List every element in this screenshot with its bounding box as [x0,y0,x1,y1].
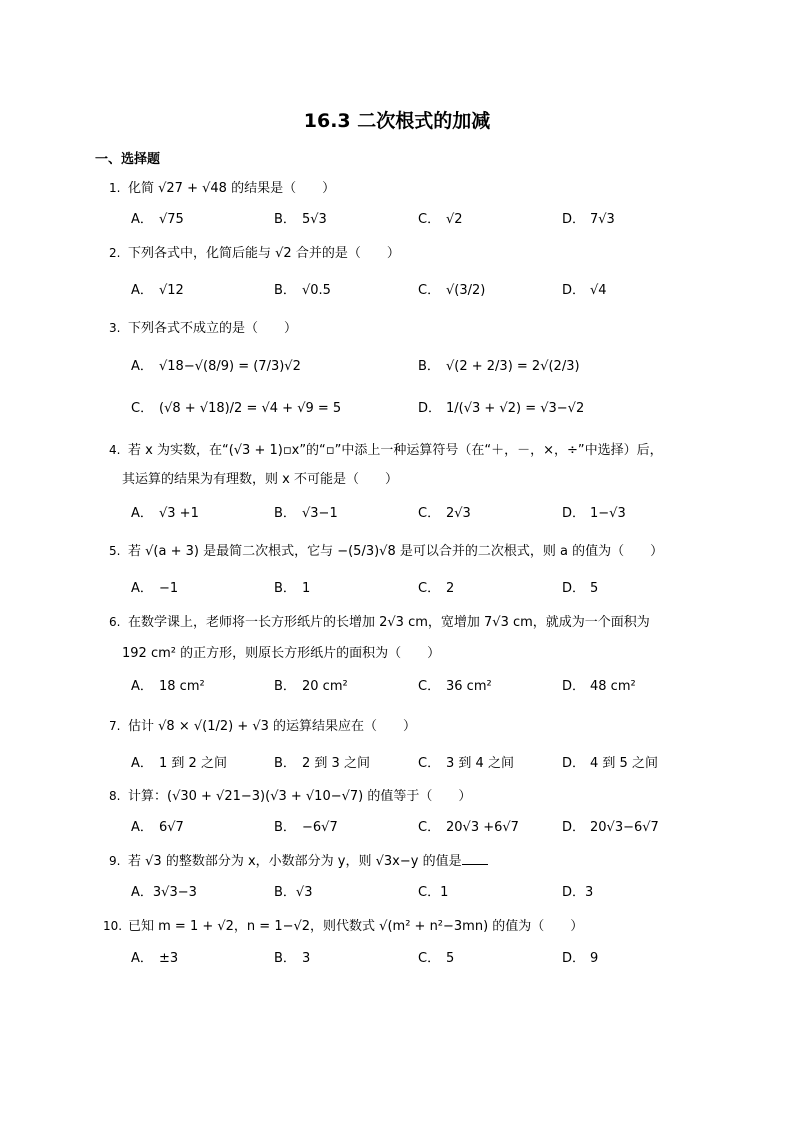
option-d[interactable] [562,882,593,904]
option-text: √3−1 [302,506,338,521]
option-d[interactable] [562,817,659,839]
option-letter: A． [131,951,153,966]
question-text: 若 √(a + 3) 是最简二次根式，它与 −(5/3)√8 是可以合并的二次根式，则 a 的值为（ ） [128,544,664,559]
option-letter: B． [274,506,296,521]
option-text: 3√3−3 [152,885,197,900]
option-letter: B． [274,885,296,900]
option-letter: D． [562,951,586,966]
option-text: 18 cm² [159,679,205,694]
option-text: 5 [446,951,455,966]
option-b[interactable] [418,356,580,378]
option-letter: A． [131,283,153,298]
option-text: 9 [590,951,599,966]
option-d[interactable] [418,398,584,420]
options-8 [131,817,711,839]
question-text: 若 x 为实数，在“(√3 + 1)▫x”的“▫”中添上一种运算符号（在“＋，－，×，÷”中选择）后， [128,443,663,458]
option-text: 36 cm² [446,679,492,694]
question-text: 估计 √8 × √(1/2) + √3 的运算结果应在（ ） [128,719,417,734]
option-letter: B． [274,951,296,966]
question-9 [109,851,709,872]
option-letter: A． [131,212,153,227]
option-letter: C． [418,756,441,771]
option-text: 20√3−6√7 [590,820,659,835]
question-number: 2. [109,246,121,260]
question-text: 若 √3 的整数部分为 x，小数部分为 y，则 √3x−y 的值是 [128,854,462,869]
question-3 [109,318,709,339]
option-b[interactable] [274,280,331,302]
option-text: 7√3 [590,212,615,227]
question-number: 4. [109,443,121,457]
option-a[interactable] [131,882,197,904]
options-3-row-1 [131,356,711,378]
option-a[interactable] [131,280,184,302]
option-c[interactable] [418,882,448,904]
question-number: 7. [109,719,121,733]
question-6 [109,612,709,633]
page-title: 16.3 二次根式的加减 [303,110,491,132]
option-a[interactable] [131,817,184,839]
option-text: 20 cm² [302,679,348,694]
option-letter: C． [418,885,441,900]
option-b[interactable] [274,209,327,231]
option-letter: C． [131,401,154,416]
option-letter: C． [418,951,441,966]
option-letter: B． [274,283,296,298]
option-letter: C． [418,679,441,694]
option-a[interactable] [131,578,178,600]
option-c[interactable] [131,398,341,420]
option-d[interactable] [562,578,598,600]
option-text: √12 [159,283,184,298]
option-text: 3 [585,885,594,900]
option-letter: A． [131,885,153,900]
option-text: 2√3 [446,506,471,521]
option-b[interactable] [274,578,310,600]
options-2 [131,280,711,302]
option-letter: A． [131,679,153,694]
options-4 [131,503,711,525]
question-10 [103,916,703,937]
question-text: 已知 m = 1 + √2，n = 1−√2，则代数式 √(m² + n²−3mn) 的值为（ ） [128,919,584,934]
option-b[interactable] [274,503,338,525]
option-c[interactable] [418,280,485,302]
options-7 [131,753,711,775]
option-text: 20√3 +6√7 [446,820,519,835]
question-4 [109,440,709,461]
question-text: 下列各式中，化简后能与 √2 合并的是（ ） [128,246,400,261]
question-number: 8. [109,789,121,803]
option-c[interactable] [418,948,454,970]
option-text: 1 到 2 之间 [159,756,227,771]
option-letter: C． [418,506,441,521]
option-text: 1−√3 [590,506,626,521]
option-letter: A． [131,820,153,835]
option-c[interactable] [418,578,454,600]
option-d[interactable] [562,209,615,231]
section-heading: 一、选择题 [95,152,161,167]
option-text: √18−√(8/9) = (7/3)√2 [159,359,301,374]
option-letter: B． [418,359,440,374]
option-text: √75 [159,212,184,227]
option-letter: A． [131,581,153,596]
option-a[interactable] [131,356,301,378]
option-text: √4 [590,283,607,298]
option-text: 1 [302,581,311,596]
question-number: 5. [109,544,121,558]
question-text: 下列各式不成立的是（ ） [128,321,298,336]
option-letter: B． [274,212,296,227]
question-8 [109,786,709,807]
option-text: √3 +1 [159,506,199,521]
option-letter: D． [562,212,586,227]
option-text: 3 [302,951,311,966]
option-letter: A． [131,756,153,771]
option-d[interactable] [562,280,607,302]
question-number: 9. [109,854,121,868]
option-letter: C． [418,820,441,835]
question-text: 在数学课上，老师将一长方形纸片的长增加 2√3 cm，宽增加 7√3 cm，就成为一个面积为 [128,615,650,630]
option-text: (√8 + √18)/2 = √4 + √9 = 5 [159,401,342,416]
option-text: 1 [440,885,449,900]
option-text: 48 cm² [590,679,636,694]
option-text: √(3/2) [446,283,486,298]
option-b[interactable] [274,753,370,775]
option-text: √2 [446,212,463,227]
option-d[interactable] [562,503,626,525]
option-text: 2 到 3 之间 [302,756,370,771]
option-text: 5 [590,581,599,596]
option-text: 6√7 [159,820,184,835]
option-letter: D． [562,581,586,596]
option-letter: B． [274,679,296,694]
option-a[interactable] [131,209,184,231]
option-a[interactable] [131,503,199,525]
option-letter: D． [418,401,442,416]
option-letter: A． [131,359,153,374]
option-letter: D． [562,679,586,694]
question-2 [109,243,709,264]
question-6-continued: 192 cm² 的正方形，则原长方形纸片的面积为（ ） [122,646,441,661]
question-7 [109,716,709,737]
question-number: 10. [103,919,123,933]
option-letter: D． [562,283,586,298]
option-c[interactable] [418,817,519,839]
question-1 [109,178,709,199]
question-4-continued: 其运算的结果为有理数，则 x 不可能是（ ） [122,472,398,487]
option-letter: C． [418,283,441,298]
option-letter: D． [562,756,586,771]
option-letter: A． [131,506,153,521]
option-c[interactable] [418,209,463,231]
option-letter: B． [274,581,296,596]
question-number: 3. [109,321,121,335]
option-letter: B． [274,756,296,771]
options-6 [131,676,711,698]
option-b[interactable] [274,948,310,970]
options-5 [131,578,711,600]
option-d[interactable] [562,753,658,775]
option-a[interactable] [131,753,227,775]
option-text: 3 到 4 之间 [446,756,514,771]
option-b[interactable] [274,676,348,698]
option-a[interactable] [131,948,178,970]
question-number: 6. [109,615,121,629]
option-c[interactable] [418,753,514,775]
question-number: 1. [109,181,121,195]
option-text: √0.5 [302,283,331,298]
options-10 [131,948,711,970]
option-letter: D． [562,506,586,521]
option-letter: D． [562,820,586,835]
question-text: 化简 √27 + √48 的结果是（ ） [128,181,336,196]
option-d[interactable] [562,948,598,970]
option-text: 5√3 [302,212,327,227]
option-text: √3 [295,885,313,900]
option-text: √(2 + 2/3) = 2√(2/3) [446,359,580,374]
answer-blank [462,852,488,865]
option-a[interactable] [131,676,205,698]
option-b[interactable] [274,817,338,839]
option-d[interactable] [562,676,636,698]
option-c[interactable] [418,503,471,525]
option-letter: B． [274,820,296,835]
option-text: −6√7 [302,820,338,835]
option-letter: C． [418,212,441,227]
option-b[interactable] [274,882,312,904]
option-text: 2 [446,581,455,596]
option-text: −1 [159,581,179,596]
options-1 [131,209,711,231]
option-c[interactable] [418,676,492,698]
question-text: 计算：(√30 + √21−3)(√3 + √10−√7) 的值等于（ ） [128,789,472,804]
question-5 [109,541,709,562]
option-text: 4 到 5 之间 [590,756,658,771]
options-3-row-2 [131,398,711,420]
option-text: ±3 [159,951,179,966]
options-9 [131,882,711,904]
option-text: 1/(√3 + √2) = √3−√2 [446,401,585,416]
option-letter: C． [418,581,441,596]
option-letter: D． [562,885,586,900]
